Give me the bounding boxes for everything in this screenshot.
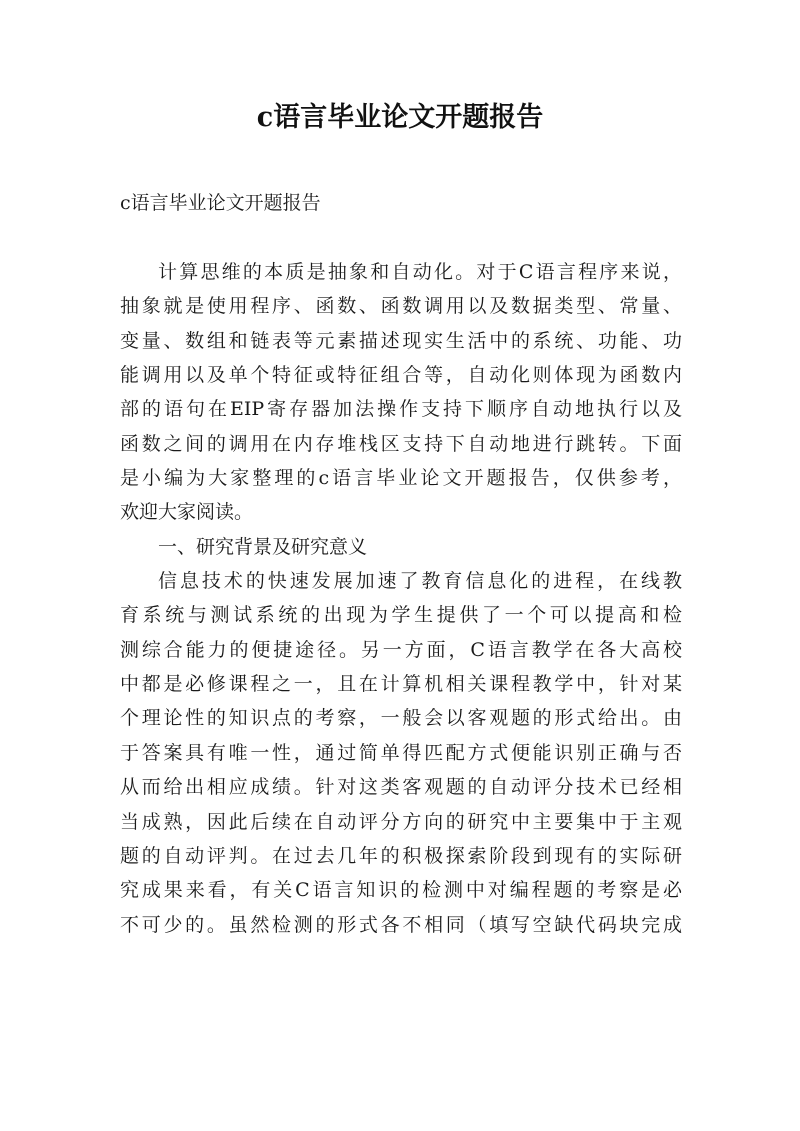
paragraph-line: 能调用以及单个特征或特征组合等，自动化则体现为函数内 (120, 364, 682, 387)
paragraph-line: 是小编为大家整理的c语言毕业论文开题报告，仅供参考， (120, 467, 682, 490)
paragraph-line: 个理论性的知识点的考察，一般会以客观题的形式给出。由 (120, 707, 682, 730)
paragraph-line: 欢迎大家阅读。 (120, 501, 254, 524)
paragraph-line: 抽象就是使用程序、函数、函数调用以及数据类型、常量、 (120, 295, 682, 318)
document-title: c语言毕业论文开题报告 (256, 102, 544, 133)
paragraph-line: 函数之间的调用在内存堆栈区支持下自动地进行跳转。下面 (120, 432, 682, 455)
paragraph-line: 计算思维的本质是抽象和自动化。对于C语言程序来说， (158, 261, 682, 283)
paragraph-line: 育系统与测试系统的出现为学生提供了一个可以提高和检 (120, 604, 682, 627)
paragraph-line: 测综合能力的便捷途径。另一方面，C语言教学在各大高校 (120, 638, 682, 661)
paragraph-line: 中都是必修课程之一，且在计算机相关课程教学中，针对某 (120, 673, 682, 696)
document-body (120, 255, 682, 942)
paragraph-line: 变量、数组和链表等元素描述现实生活中的系统、功能、功 (120, 329, 682, 352)
paragraph-line: 题的自动评判。在过去几年的积极探索阶段到现有的实际研 (120, 844, 682, 867)
section-heading: 一、研究背景及研究意义 (158, 535, 368, 558)
paragraph-line: 于答案具有唯一性，通过简单得匹配方式便能识别正确与否 (120, 741, 682, 764)
document-subtitle: c语言毕业论文开题报告 (120, 192, 321, 214)
paragraph-line: 当成熟，因此后续在自动评分方向的研究中主要集中于主观 (120, 810, 682, 833)
paragraph-line: 从而给出相应成绩。针对这类客观题的自动评分技术已经相 (120, 776, 682, 799)
paragraph-line: 不可少的。虽然检测的形式各不相同（填写空缺代码块完成 (120, 913, 682, 936)
paragraph-line: 部的语句在EIP寄存器加法操作支持下顺序自动地执行以及 (120, 398, 682, 421)
paragraph-line: 究成果来看，有关C语言知识的检测中对编程题的考察是必 (120, 879, 682, 902)
paragraph-line: 信息技术的快速发展加速了教育信息化的进程，在线教 (158, 570, 682, 593)
